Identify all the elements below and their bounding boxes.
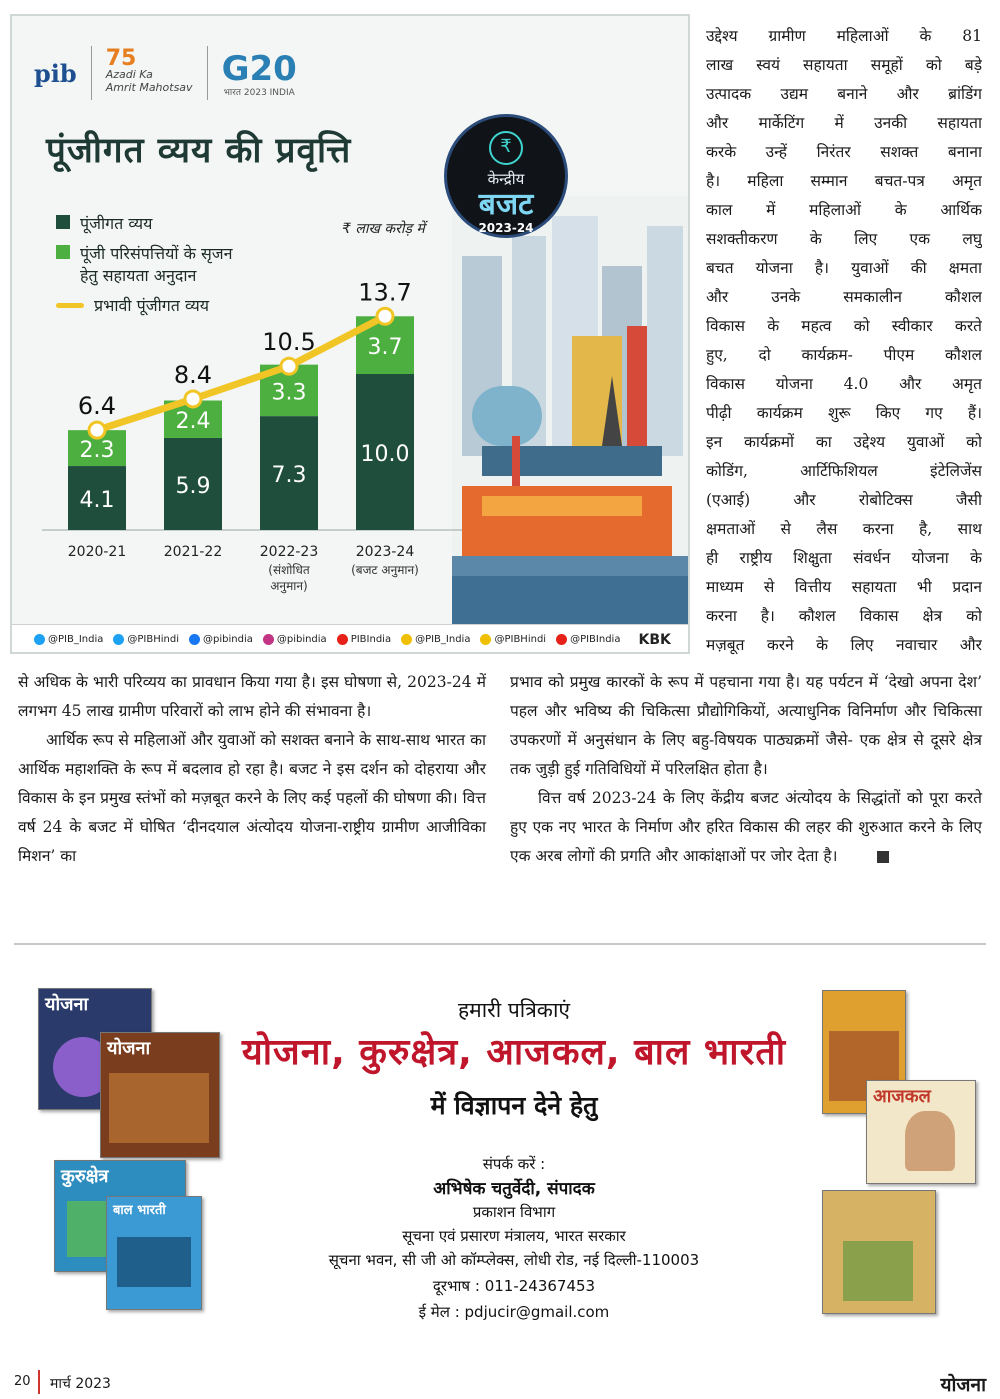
right-column-line: और मार्केटिंग में उनकी सहायता xyxy=(706,114,982,132)
ad-subheading: में विज्ञापन देने हेतु xyxy=(430,1091,598,1120)
section-divider xyxy=(14,943,986,945)
right-column-line: सशक्तीकरण के लिए एक लघु xyxy=(706,230,982,248)
social-handle: @PIBHindi xyxy=(480,634,546,645)
right-paragraph-1: प्रभाव को प्रमुख कारकों के रूप में पहचाना गया है। यह पर्यटन में ‘देखो अपना देश’ पहल और भविष्य की चिकित्सा प्रौद्योगिकियों, अत्याधुनिक विनिर्माण और चिकित्सा उपकरणों में अनुसंधान के लिए बहु-विषयक पाठ्यक्रमों जैसे- एक क्षेत्र से दूसरे क्षेत्र तक जुड़ी हुई गतिविधियों में परिलक्षित होता है। xyxy=(510,673,982,778)
ad-heading: हमारी पत्रिकाएं xyxy=(458,998,570,1022)
x-tick-label: 2023-24 xyxy=(355,544,415,560)
right-column-text xyxy=(706,22,982,660)
x-tick-label: 2021-22 xyxy=(163,544,223,560)
right-column-line: मज़बूत करने के लिए नवाचार और xyxy=(706,636,982,654)
bar-value-label: 5.9 xyxy=(175,473,211,499)
left-column-text xyxy=(18,668,486,871)
magazine-cover-bal-bharti: बाल भारती xyxy=(106,1196,202,1310)
right-column-line: है। महिला सम्मान बचत-पत्र अमृत xyxy=(706,172,982,190)
left-paragraph-2: आर्थिक रूप से महिलाओं और युवाओं को सशक्त बनाने के साथ-साथ भारत का आर्थिक महाशक्ति के रूप में बदलाव हो रहा है। बजट ने इस दर्शन को दोहराया और विकास के इन प्रमुख स्तंभों को मज़बूत करने के लिए कई पहलों की घोषणा की। वित्त वर्ष 24 के बजट में घोषित ‘दीनदयाल अंत्योदय योजना-राष्ट्रीय ग्रामीण आजीविका मिशन’ का xyxy=(18,731,486,865)
capex-stacked-bar-chart xyxy=(42,276,462,616)
magazine-cover-kurukshetra: कुरुक्षेत्र xyxy=(54,1160,186,1272)
line-point xyxy=(185,391,201,407)
ad-address: सूचना भवन, सी जी ओ कॉम्प्लेक्स, लोधी रोड, नई दिल्ली-110003 xyxy=(328,1251,700,1269)
right-column-line: लाख स्वयं सहायता समूहों को बड़े xyxy=(706,56,982,74)
line-point xyxy=(281,358,297,374)
ad-ministry: सूचना एवं प्रसारण मंत्रालय, भारत सरकार xyxy=(402,1227,626,1245)
right-column-line: कोडिंग, आर्टिफिशियल इंटेलिजेंस xyxy=(706,462,982,480)
x-tick-note: अनुमान) xyxy=(270,579,308,593)
right-column-line: क्षमताओं से लैस करना है, साथ xyxy=(706,520,982,538)
social-handle: @PIB_India xyxy=(34,634,103,645)
page-footer xyxy=(0,1368,1000,1399)
chart-title: पूंजीगत व्यय की प्रवृत्ति xyxy=(46,131,352,171)
social-icon xyxy=(113,634,124,645)
budget-infographic xyxy=(10,14,690,654)
kbk-tag: KBK xyxy=(638,631,671,648)
page-number: 20 xyxy=(14,1374,31,1389)
x-tick-label: 2022-23 xyxy=(259,544,319,560)
line-point xyxy=(377,308,393,324)
legend-item-capex: पूंजीगत व्यय xyxy=(56,212,356,234)
effective-capex-line xyxy=(97,316,385,430)
line-value-label: 6.4 xyxy=(77,392,117,421)
logo-row xyxy=(34,38,297,108)
city-skyline-illustration xyxy=(452,196,688,624)
bar-value-label: 3.3 xyxy=(271,380,307,406)
social-handle: @pibindia xyxy=(263,634,327,645)
ad-email[interactable]: ई मेल : pdjucir@gmail.com xyxy=(418,1303,610,1321)
right-column-line: माध्यम से वित्तीय सहायता भी प्रदान xyxy=(706,578,982,596)
right-column-line: काल में महिलाओं के आर्थिक xyxy=(706,201,982,219)
ad-contact-name: अभिषेक चतुर्वेदी, संपादक xyxy=(433,1179,595,1199)
pib-logo: pib xyxy=(34,58,77,88)
bar-value-label: 2.4 xyxy=(175,409,211,435)
bar-value-label: 10.0 xyxy=(360,442,410,467)
end-of-article-mark xyxy=(877,851,889,863)
social-icon xyxy=(480,634,491,645)
x-tick-note: (बजट अनुमान) xyxy=(351,563,419,577)
line-value-label: 10.5 xyxy=(262,328,316,357)
right-column-line: (एआई) और रोबोटिक्स जैसी xyxy=(706,491,982,509)
ad-contact-label: संपर्क करें : xyxy=(482,1155,546,1173)
magazine-cover-yojana-2: योजना xyxy=(100,1032,220,1158)
unit-note: ₹ लाख करोड़ में xyxy=(342,221,425,237)
right-column-line: करके उन्हें निरंतर सशक्त बनाना xyxy=(706,143,982,161)
lower-right-column-text xyxy=(510,668,982,871)
social-media-bar xyxy=(12,624,688,654)
right-column-line: ही राष्ट्रीय शिक्षुता संवर्धन योजना के xyxy=(706,549,982,567)
right-paragraph-2: वित्त वर्ष 2023-24 के लिए केंद्रीय बजट अंत्योदय के सिद्धांतों को पूरा करते हुए एक नए भारत के निर्माण और हरित विकास की लहर की शुरुआत करने के लिए एक अरब लोगों की प्रगति और आकांक्षाओं पर जोर देता है। xyxy=(510,789,982,865)
right-column-line: इन कार्यक्रमों का उद्देश्य युवाओं को xyxy=(706,433,982,451)
right-column-line: करना है। कौशल विकास क्षेत्र को xyxy=(706,607,982,625)
social-handle: @pibindia xyxy=(189,634,253,645)
bar-value-label: 2.3 xyxy=(79,438,115,464)
g20-logo: G20 भारत 2023 INDIA xyxy=(221,48,297,98)
ad-magazine-names: योजना, कुरुक्षेत्र, आजकल, बाल भारती xyxy=(241,1032,787,1073)
social-icon xyxy=(337,634,348,645)
ad-department: प्रकाशन विभाग xyxy=(472,1203,556,1221)
legend-item-grants: पूंजी परिसंपत्तियों के सृजन हेतु सहायता अनुदान xyxy=(56,242,356,286)
magazine-advertisement xyxy=(14,960,986,1352)
ad-phone: दूरभाष : 011-24367453 xyxy=(432,1277,596,1295)
left-paragraph-1: से अधिक के भारी परिव्यय का प्रावधान किया गया है। इस घोषणा से, 2023-24 में लगभग 45 लाख ग्रामीण परिवारों को लाभ होने की संभावना है। xyxy=(18,673,486,720)
issue-date: मार्च 2023 xyxy=(50,1376,111,1392)
bar-value-label: 7.3 xyxy=(271,463,307,489)
magazine-cover-yojana-1: योजना xyxy=(38,988,152,1110)
azadi-ka-amrit-mahotsav-logo: 75 Azadi Ka Amrit Mahotsav xyxy=(105,46,193,94)
line-point xyxy=(89,422,105,438)
right-column-line: और उनके समकालीन कौशल xyxy=(706,288,982,306)
social-icon xyxy=(401,634,412,645)
right-column-line: हुए, दो कार्यक्रम- पीएम कौशल xyxy=(706,346,982,364)
bar-value-label: 3.7 xyxy=(367,335,403,361)
legend-item-effective-capex: प्रभावी पूंजीगत व्यय xyxy=(56,294,356,316)
line-value-label: 13.7 xyxy=(358,278,412,307)
right-column-line: विकास के महत्व को स्वीकार करते xyxy=(706,317,982,335)
magazine-name: योजना xyxy=(940,1374,986,1396)
magazine-cover-aajkal-2 xyxy=(822,1190,936,1314)
social-handle: @PIBHindi xyxy=(113,634,179,645)
right-column-line: विकास योजना 4.0 और अमृत xyxy=(706,375,982,393)
social-icon xyxy=(34,634,45,645)
right-column-line: उत्पादक उद्यम बनाने और ब्रांडिंग xyxy=(706,85,982,103)
rupee-icon: ₹ xyxy=(489,131,523,165)
x-tick-note: (संशोधित xyxy=(268,563,310,577)
social-handle: PIBIndia xyxy=(337,634,391,645)
x-tick-label: 2020-21 xyxy=(67,544,127,560)
bar-value-label: 4.1 xyxy=(79,488,115,514)
social-icon xyxy=(263,634,274,645)
budget-badge: ₹ केन्द्रीय बजट 2023-24 xyxy=(444,114,568,238)
right-column-line: बचत योजना है। युवाओं की क्षमता xyxy=(706,259,982,277)
social-handle: @PIB_India xyxy=(401,634,470,645)
social-handle: @PIBIndia xyxy=(556,634,620,645)
social-icon xyxy=(556,634,567,645)
right-column-line: पीढ़ी कार्यक्रम शुरू किए गए हैं। xyxy=(706,404,982,422)
social-icon xyxy=(189,634,200,645)
line-value-label: 8.4 xyxy=(173,360,213,389)
right-column-line: उद्देश्य ग्रामीण महिलाओं के 81 xyxy=(706,27,982,45)
magazine-cover-aajkal: आजकल xyxy=(866,1080,976,1184)
